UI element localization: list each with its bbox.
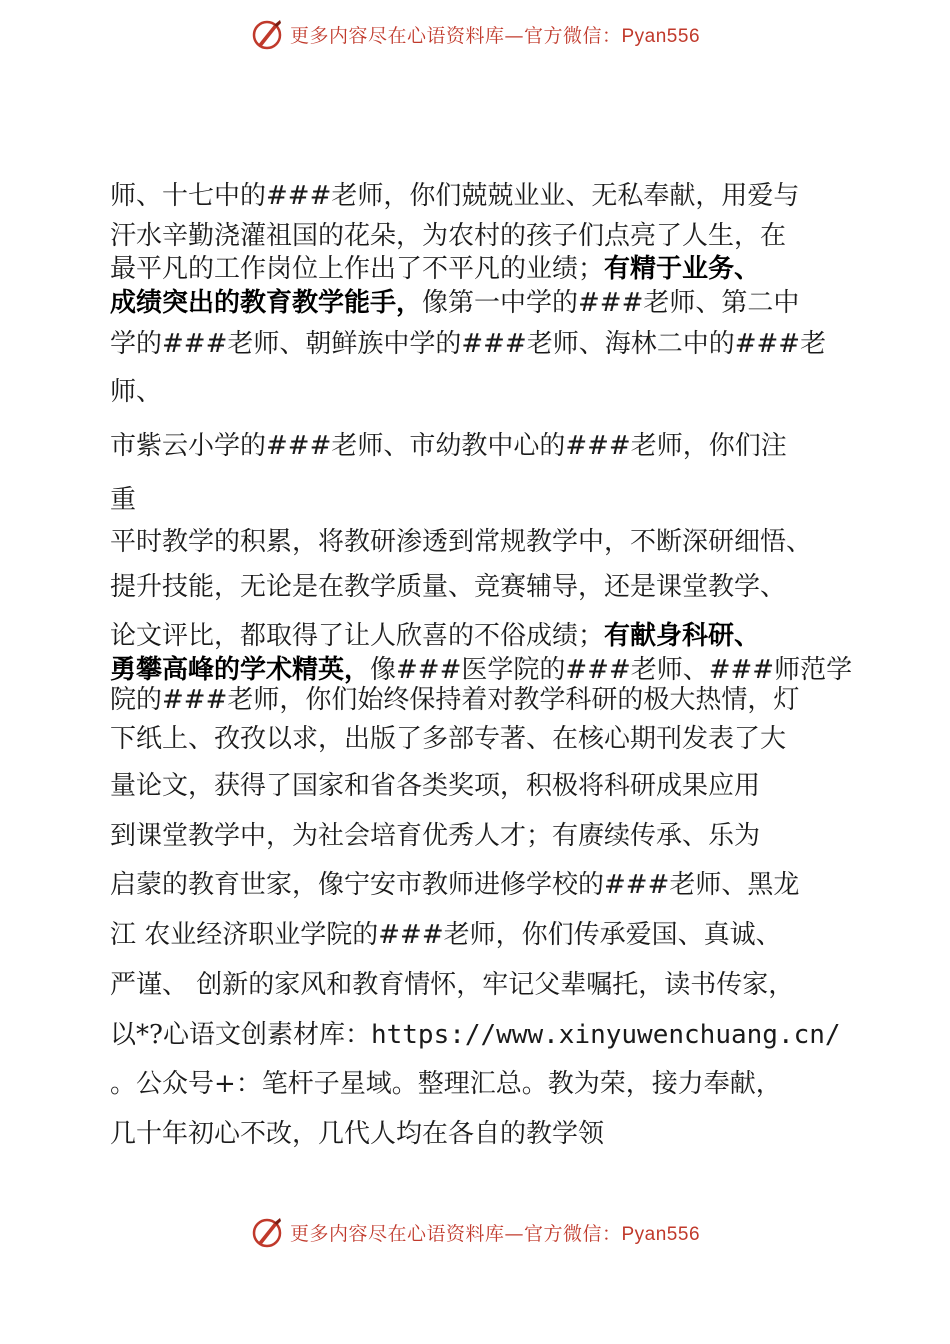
text-line: 几十年初心不改，几代人均在各自的教学领 [110, 1119, 605, 1149]
highlight-heading: 成绩突出的教育教学能手， [110, 287, 423, 317]
text-line: 量论文，获得了国家和省各类奖项，积极将科研成果应用 [110, 771, 761, 801]
footer-banner [0, 1212, 950, 1252]
footer-wechat-id: Pyan556 [621, 1223, 701, 1245]
text-span: 以*?心语文创素材库： [110, 1020, 371, 1050]
text-line: 平时教学的积累，将教研渗透到常规教学中，不断深研细悟、 [110, 527, 813, 557]
text-line: 提升技能，无论是在教学质量、竞赛辅导，还是课堂教学、 [110, 572, 787, 602]
header-banner [0, 14, 950, 54]
text-line: 到课堂教学中，为社会培育优秀人才；有赓续传承、乐为 [110, 821, 761, 851]
text-line [110, 653, 852, 686]
text-line: 师、 [110, 377, 163, 407]
text-line [110, 252, 760, 285]
text-line [110, 286, 799, 319]
highlight-heading: 有精于业务、 [604, 253, 761, 283]
text-line: 院的###老师，你们始终保持着对教学科研的极大热情，灯 [110, 685, 800, 715]
highlight-heading: 有献身科研、 [604, 620, 761, 650]
brush-pen-circle-icon [250, 1215, 284, 1249]
text-span: 论文评比，都取得了让人欣喜的不俗成绩； [110, 621, 605, 651]
text-line: 下纸上、孜孜以求，出版了多部专著、在核心期刊发表了大 [110, 724, 787, 754]
footer-text [290, 1219, 700, 1246]
text-line: 启蒙的教育世家，像宁安市教师进修学校的###老师、黑龙 [110, 870, 800, 900]
text-line: 师、十七中的###老师，你们兢兢业业、无私奉献，用爱与 [110, 181, 800, 211]
website-url: https://www.xinyuwenchuang.cn/ [370, 1020, 841, 1050]
text-line: 市紫云小学的###老师、市幼教中心的###老师，你们注 [110, 431, 787, 461]
text-line: 汗水辛勤浇灌祖国的花朵，为农村的孩子们点亮了人生，在 [110, 221, 787, 251]
brush-pen-circle-icon [250, 17, 284, 51]
header-slogan: 更多内容尽在心语资料库—官方微信： [289, 24, 622, 47]
text-line: 江 农业经济职业学院的###老师，你们传承爱国、真诚、 [110, 920, 782, 950]
text-line: 重 [110, 485, 137, 515]
text-line: 学的###老师、朝鲜族中学的###老师、海林二中的###老 [110, 329, 827, 359]
text-span: 像第一中学的###老师、第二中 [422, 288, 800, 318]
footer-slogan: 更多内容尽在心语资料库—官方微信： [289, 1222, 622, 1245]
text-line [110, 1019, 841, 1051]
header-text [290, 21, 700, 48]
text-line: 。公众号+：笔杆子星域。整理汇总。教为荣，接力奉献， [110, 1069, 782, 1099]
text-line: 严谨、 创新的家风和教育情怀，牢记父辈嘱托，读书传家， [110, 970, 795, 1000]
text-span: 像###医学院的###老师、###师范学 [370, 655, 853, 685]
highlight-heading: 勇攀高峰的学术精英， [110, 654, 371, 684]
text-span: 最平凡的工作岗位上作出了不平凡的业绩； [110, 254, 605, 284]
header-wechat-id: Pyan556 [621, 25, 701, 47]
text-line [110, 619, 760, 652]
